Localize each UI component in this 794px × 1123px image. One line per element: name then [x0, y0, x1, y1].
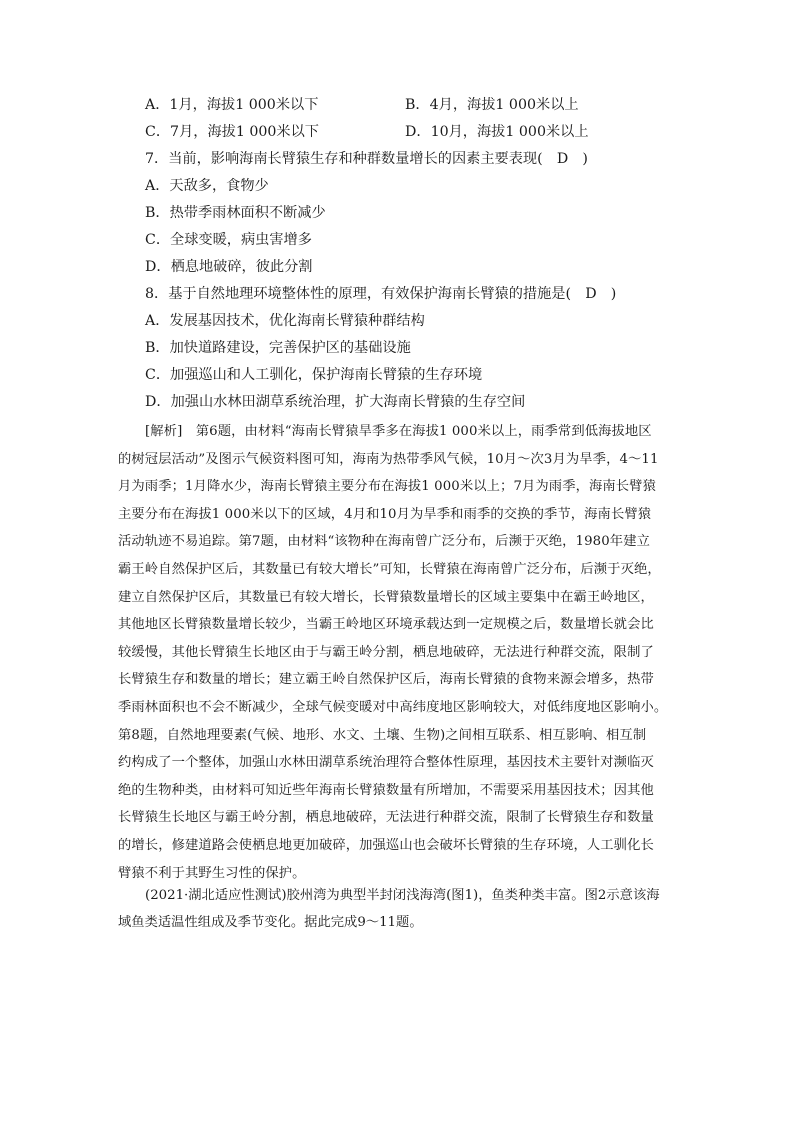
explanation-line: 绝的生物种类，由材料可知近些年海南长臂猿数量有所增加，不需要采用基因技术；因其他: [118, 782, 654, 798]
explanation-line: 主要分布在海拔1 000米以下的区域，4月和10月为旱季和雨季的交换的季节，海南长臂猿: [118, 506, 652, 522]
q6-options-row-2: [145, 123, 665, 141]
explanation-line: [解析] 第6题，由材料“海南长臂猿旱季多在海拔1 000米以上，雨季常到低海拔地区: [145, 424, 652, 439]
explanation-line: 第8题，自然地理要素(气候、地形、水文、土壤、生物)之间相互联系、相互影响、相互制: [118, 727, 647, 743]
q7-stem: 7．当前，影响海南长臂猿生存和种群数量增长的因素主要表现( D ): [145, 151, 588, 167]
explanation-line: 活动轨迹不易追踪。第7题，由材料“该物种在海南曾广泛分布，后濒于灭绝，1980年建立: [118, 534, 650, 550]
explanation-line: 霸王岭自然保护区后，其数量已有较大增长”可知，长臂猿在海南曾广泛分布，后濒于灭绝，: [118, 561, 661, 577]
next-group-intro: [118, 882, 678, 936]
explanation-line: 约构成了一个整体，加强山水林田湖草系统治理符合整体性原理，基因技术主要针对濒临灭: [118, 755, 654, 771]
explanation-line: 的树冠层活动”及图示气候资料图可知，海南为热带季风气候，10月～次3月为旱季，4～11: [118, 451, 659, 467]
q7-option-a: A．天敌多，食物少: [145, 178, 269, 194]
q6-option-b: B．4月，海拔1 000米以上: [405, 97, 579, 113]
q7-option-d: D．栖息地破碎，彼此分割: [145, 259, 313, 275]
intro-line: (2021·湖北适应性测试)胶州湾为典型半封闭浅海湾(图1)，鱼类种类丰富。图2示意该海: [145, 888, 660, 903]
q6-options-row-1: [145, 96, 665, 114]
explanation-line: 的增长，修建道路会使栖息地更加破碎，加强巡山也会破坏长臂猿的生存环境，人工驯化长: [118, 837, 654, 853]
intro-line: 域鱼类适温性组成及季节变化。据此完成9～11题。: [118, 915, 423, 930]
q8-option-b: B．加快道路建设，完善保护区的基础设施: [145, 340, 411, 356]
q7-option-c: C．全球变暖，病虫害增多: [145, 232, 312, 248]
q8-option-a: A．发展基因技术，优化海南长臂猿种群结构: [145, 313, 425, 329]
q8-stem: 8．基于自然地理环境整体性的原理，有效保护海南长臂猿的措施是( D ): [145, 286, 617, 302]
explanation-line: 其他地区长臂猿数量增长较少，当霸王岭地区环境承载达到一定规模之后，数量增长就会比: [118, 617, 654, 633]
q8-option-c: C．加强巡山和人工驯化，保护海南长臂猿的生存环境: [145, 367, 483, 383]
explanation-line: 较缓慢，其他长臂猿生长地区由于与霸王岭分割，栖息地破碎，无法进行种群交流，限制了: [118, 644, 654, 660]
explanation-line: 建立自然保护区后，其数量已有较大增长，长臂猿数量增长的区域主要集中在霸王岭地区，: [118, 589, 654, 605]
explanation-line: 长臂猿生存和数量的增长；建立霸王岭自然保护区后，海南长臂猿的食物来源会增多，热带: [118, 672, 654, 688]
q6-option-d: D．10月，海拔1 000米以上: [405, 124, 589, 140]
explanation-line: 臂猿不利于其野生习性的保护。: [118, 865, 306, 881]
explanation-line: 季雨林面积也不会不断减少，全球气候变暖对中高纬度地区影响较大，对低纬度地区影响小。: [118, 699, 668, 715]
explanation-line: 长臂猿生长地区与霸王岭分割，栖息地破碎，无法进行种群交流，限制了长臂猿生存和数量: [118, 810, 654, 826]
q7-option-b: B．热带季雨林面积不断减少: [145, 205, 326, 221]
q6-option-a: A．1月，海拔1 000米以下: [145, 97, 319, 113]
explanation-line: 月为雨季；1月降水少，海南长臂猿主要分布在海拔1 000米以上；7月为雨季，海南长臂猿: [118, 479, 656, 495]
explanation-block: [118, 418, 674, 887]
q8-option-d: D．加强山水林田湖草系统治理，扩大海南长臂猿的生存空间: [145, 394, 526, 410]
q6-option-c: C．7月，海拔1 000米以下: [145, 124, 319, 140]
